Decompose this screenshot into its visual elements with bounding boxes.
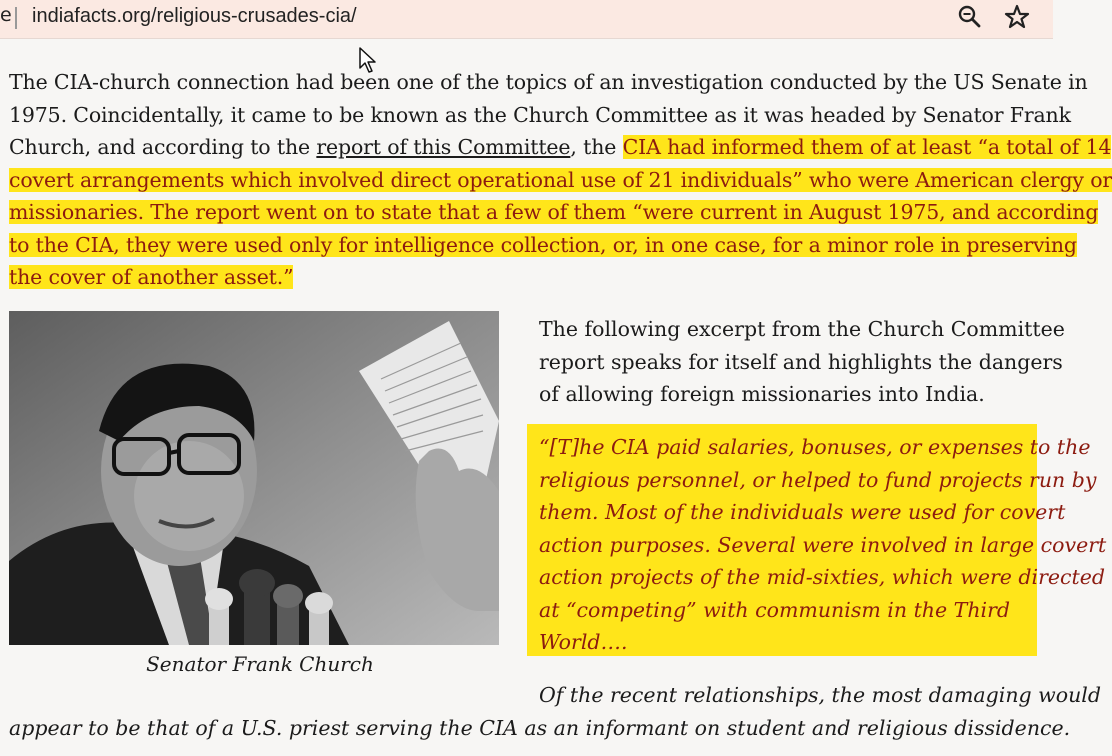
- url-text[interactable]: indiafacts.org/religious-crusades-cia/: [32, 5, 357, 27]
- tab-fragment: e: [0, 4, 12, 26]
- text-line: The CIA-church connection had been one of the topics of an investigation conducted by the US Senate in: [9, 70, 1088, 94]
- text-line: [9, 131, 1112, 164]
- quote-line: at “competing” with communism in the Third: [539, 597, 1011, 622]
- text-line: [9, 261, 1049, 294]
- highlighted-text: to the CIA, they were used only for intelligence collection, or, in one case, for a minor role in preserving: [9, 232, 1077, 257]
- committee-report-link[interactable]: report of this Committee: [316, 135, 571, 159]
- quote-line: religious personnel, or helped to fund projects run by: [539, 467, 1097, 492]
- text-line: [9, 196, 1099, 229]
- senator-photo: [9, 311, 499, 645]
- address-bar[interactable]: [0, 0, 1053, 39]
- highlighted-text: covert arrangements which involved direct operational use of 21 individuals” who were American clergy or: [9, 167, 1112, 192]
- photo-illustration: [9, 311, 499, 645]
- text-line: of allowing foreign missionaries into India.: [539, 382, 985, 406]
- text-line: [9, 164, 1112, 197]
- quote-line: “[T]he CIA paid salaries, bonuses, or expenses to the: [539, 435, 1091, 459]
- quote-line: World….: [539, 630, 628, 654]
- address-divider: [15, 7, 17, 29]
- quote-line: action projects of the mid-sixties, which were directed: [539, 565, 1105, 589]
- closing-quote-paragraph: [9, 679, 1101, 744]
- text-run: Church, and according to the: [9, 135, 317, 159]
- highlighted-text: CIA had informed them of at least “a total of 14: [622, 135, 1112, 159]
- photo-caption: Senator Frank Church: [146, 652, 374, 676]
- text-line: 1975. Coincidentally, it came to be known as the Church Committee as it was headed by Senator Frank: [9, 102, 1071, 127]
- intro-paragraph: [9, 66, 1112, 294]
- text-line: Of the recent relationships, the most damaging would: [539, 683, 1101, 707]
- quote-line: them. Most of the individuals were used for covert: [539, 500, 1066, 524]
- text-line: report speaks for itself and highlights the dangers: [539, 349, 1063, 374]
- text-line: appear to be that of a U.S. priest serving the CIA as an informant on student and religious dissidence.: [9, 715, 1071, 740]
- quote-line: action purposes. Several were involved in large covert: [539, 532, 1107, 557]
- zoom-icon[interactable]: [957, 4, 983, 30]
- text-run: , the: [570, 135, 623, 159]
- excerpt-intro-paragraph: [539, 313, 1065, 411]
- highlighted-text: the cover of another asset.”: [9, 265, 294, 289]
- text-line: [9, 229, 1077, 262]
- highlighted-text: missionaries. The report went on to state that a few of them “were current in August 1975, and according: [9, 200, 1099, 224]
- bookmark-star-icon[interactable]: [1004, 4, 1030, 30]
- highlighted-blockquote: [527, 424, 1107, 656]
- text-line: The following excerpt from the Church Committee: [539, 317, 1065, 341]
